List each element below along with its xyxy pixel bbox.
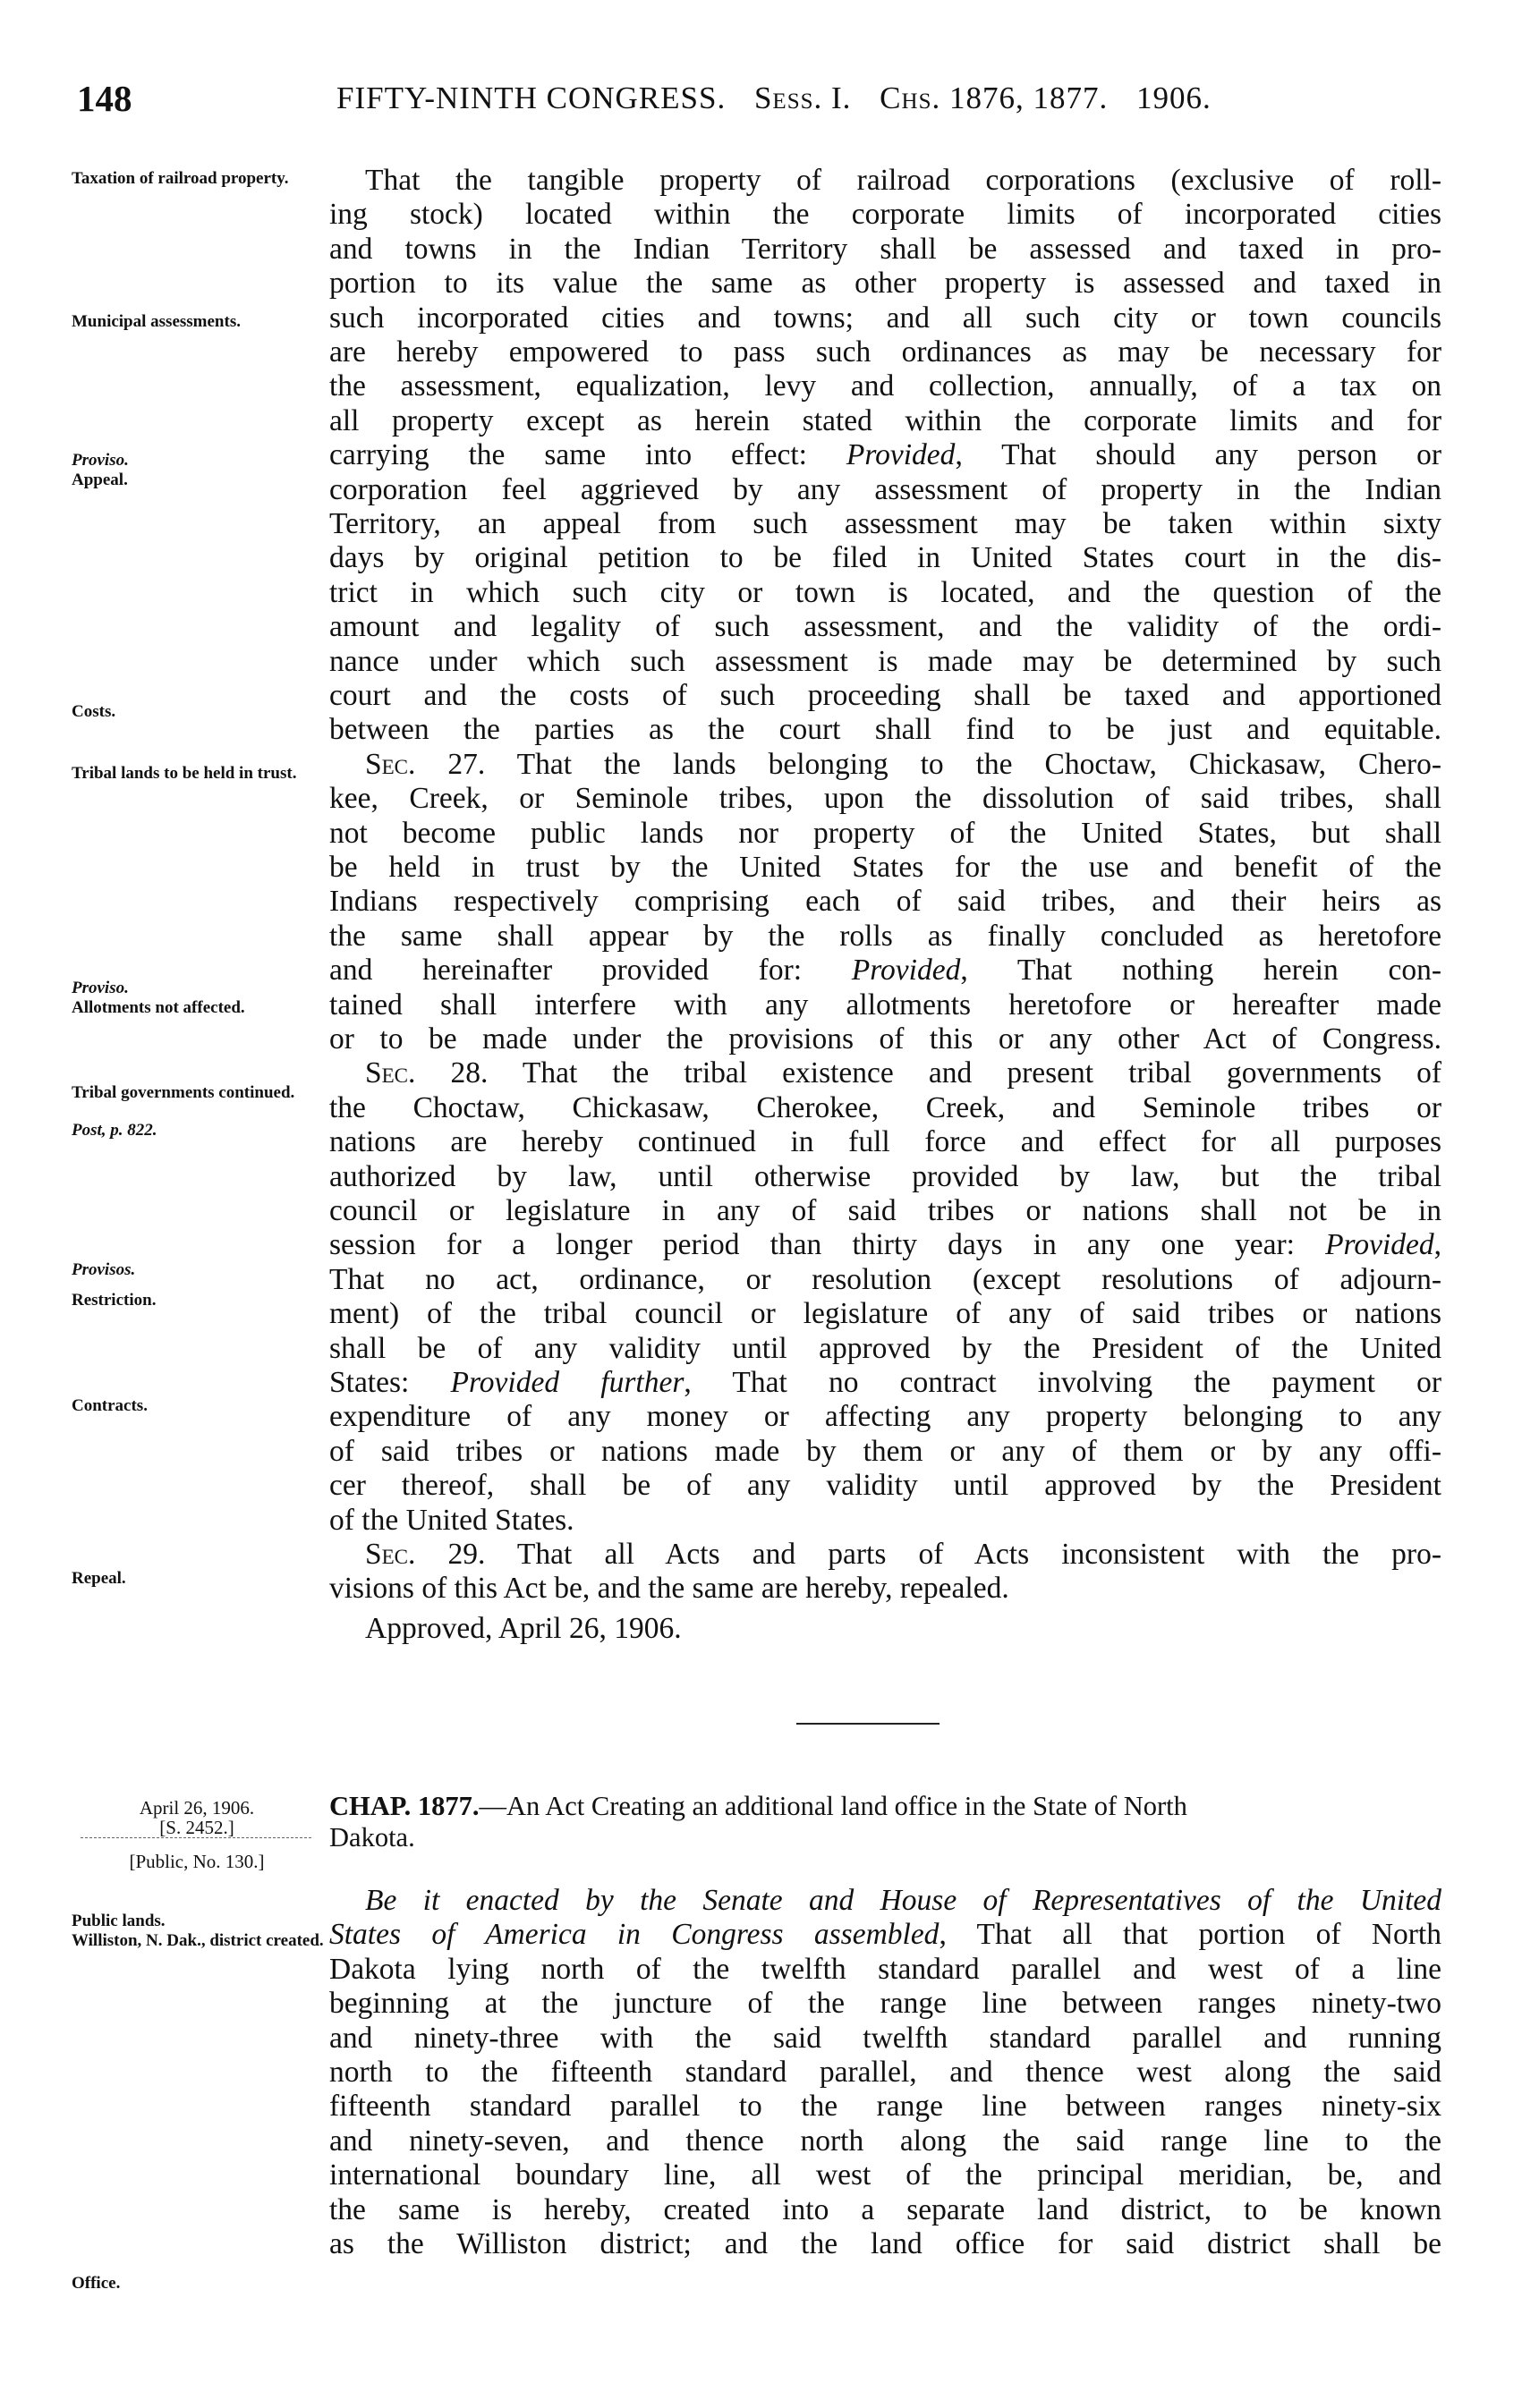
text-line: the same is hereby, created into a separate land district, to be known (329, 2192, 1441, 2226)
text-run: That the lands belonging to the Choctaw, Chickasaw, Chero- (485, 747, 1441, 781)
text-line: visions of this Act be, and the same are hereby, repealed. (329, 1572, 1009, 1606)
text-line: ment) of the tribal council or legislature of any of said tribes or nations (329, 1297, 1441, 1331)
chapter-title-cont: Dakota. (329, 1822, 415, 1853)
text-line: expenditure of any money or affecting any property belonging to any (329, 1400, 1441, 1434)
text-line: the Choctaw, Chickasaw, Cherokee, Creek, and Seminole tribes or (329, 1090, 1441, 1124)
text-line: international boundary line, all west of the principal meridian, be, and (329, 2158, 1441, 2192)
text-line: beginning at the juncture of the range line between ranges ninety-two (329, 1987, 1441, 2021)
text-line: That the tangible property of railroad corporations (exclusive of roll- (365, 164, 1441, 197)
text-line: as the Williston district; and the land office for said district shall be (329, 2227, 1441, 2260)
text-run: , (1433, 1228, 1441, 1262)
text-run: session for a longer period than thirty days in any one year: (329, 1228, 1326, 1262)
text-line (329, 748, 1441, 782)
text-line: and ninety-three with the said twelfth standard parallel and running (329, 2021, 1441, 2055)
proviso-term: Provided (1325, 1228, 1434, 1262)
text-run: , That all that portion of North (939, 1918, 1441, 1952)
docket-date: April 26, 1906. (139, 1797, 255, 1819)
margin-note: Public lands. (72, 1912, 166, 1930)
text-line (329, 1056, 1441, 1090)
text-line: Territory, an appeal from such assessment may be taken within sixty (329, 507, 1441, 540)
text-line: between the parties as the court shall find to be just and equitable. (329, 713, 1441, 747)
margin-note: Office. (72, 2274, 121, 2293)
text-line: nance under which such assessment is made may be determined by such (329, 644, 1441, 678)
text-line: not become public lands nor property of the United States, but shall (329, 816, 1441, 850)
margin-note: Tribal lands to be held in trust. (72, 764, 297, 783)
margin-note: Allotments not affected. (72, 998, 245, 1017)
text-run: That the tribal existence and present tribal governments of (488, 1056, 1441, 1090)
text-line: the assessment, equalization, levy and collection, annually, of a tax on (329, 369, 1441, 403)
margin-note: Contracts. (72, 1396, 148, 1415)
text-line: ing stock) located within the corporate limits of incorporated cities (329, 198, 1441, 232)
section-number: Sec. 27. (365, 747, 486, 781)
text-line: of the United States. (329, 1503, 574, 1537)
text-line: and towns in the Indian Territory shall be assessed and taxed in pro- (329, 232, 1441, 266)
text-line (329, 438, 1441, 472)
text-line: council or legislature in any of said tribes or nations shall not be in (329, 1194, 1441, 1227)
chapter-number: CHAP. 1877. (329, 1791, 480, 1821)
text-line (329, 1538, 1441, 1572)
margin-note: Post, p. 822. (72, 1121, 157, 1140)
text-line: north to the fifteenth standard parallel, and thence west along the said (329, 2056, 1441, 2089)
text-line (329, 1918, 1441, 1952)
margin-note: Proviso. (72, 979, 129, 997)
running-header (77, 77, 1445, 131)
text-line: Indians respectively comprising each of said tribes, and their heirs as (329, 885, 1441, 919)
text-run: , That should any person or (955, 438, 1441, 472)
margin-note: Costs. (72, 702, 116, 721)
text-line: Dakota lying north of the twelfth standard parallel and west of a line (329, 1952, 1441, 1986)
proviso-term: Provided (846, 438, 956, 472)
header-title (336, 81, 1231, 116)
text-line: court and the costs of such proceeding shall be taxed and apportioned (329, 679, 1441, 712)
text-run: , That nothing herein con- (960, 954, 1441, 988)
section-number: Sec. 28. (365, 1056, 489, 1090)
docket-public-number: [Public, No. 130.] (129, 1851, 265, 1872)
text-run: and hereinafter provided for: (329, 954, 852, 988)
text-line: nations are hereby continued in full force and effect for all purposes (329, 1125, 1441, 1159)
approval-line: Approved, April 26, 1906. (365, 1612, 682, 1645)
margin-note: Repeal. (72, 1569, 126, 1588)
text-line: days by original petition to be filed in United States court in the dis- (329, 541, 1441, 575)
docket-divider (81, 1837, 311, 1838)
text-line: be held in trust by the United States for the use and benefit of the (329, 851, 1441, 884)
margin-note: Williston, N. Dak., district created. (72, 1931, 324, 1950)
text-run: , That no contract involving the payment or (684, 1366, 1442, 1399)
header-session: Sess. I. (753, 81, 852, 115)
margin-note: Restriction. (72, 1291, 157, 1310)
text-line: shall be of any validity until approved by the President of the United (329, 1331, 1441, 1365)
text-run: States: (329, 1366, 451, 1399)
margin-note: Proviso. (72, 451, 129, 470)
margin-note: Provisos. (72, 1260, 136, 1279)
text-line: authorized by law, until otherwise provided by law, but the tribal (329, 1159, 1441, 1193)
text-line: all property except as herein stated within the corporate limits and for (329, 403, 1441, 437)
chapter-separator-rule (796, 1723, 940, 1725)
text-line: or to be made under the provisions of this or any other Act of Congress. (329, 1022, 1441, 1056)
text-line: the same shall appear by the rolls as finally concluded as heretofore (329, 919, 1441, 953)
header-congress: FIFTY-NINTH CONGRESS. (336, 81, 727, 115)
text-line: tained shall interfere with any allotments heretofore or hereafter made (329, 988, 1441, 1022)
proviso-term: Provided further (450, 1366, 684, 1399)
chapter-heading (329, 1789, 1441, 1823)
text-line: corporation feel aggrieved by any assessment of property in the Indian (329, 472, 1441, 506)
text-line (329, 954, 1441, 988)
page-number: 148 (77, 78, 132, 119)
text-line: amount and legality of such assessment, and the validity of the ordi- (329, 610, 1441, 644)
text-line: trict in which such city or town is located, and the question of the (329, 575, 1441, 609)
text-line: are hereby empowered to pass such ordinances as may be necessary for (329, 335, 1441, 369)
enacting-clause: Be it enacted by the Senate and House of Representatives of the United (365, 1884, 1441, 1917)
margin-note: Municipal assessments. (72, 312, 241, 331)
text-line: fifteenth standard parallel to the range line between ranges ninety-six (329, 2090, 1441, 2124)
text-line: cer thereof, shall be of any validity until approved by the President (329, 1469, 1441, 1503)
header-chapters: Chs. 1876, 1877. (880, 81, 1109, 115)
enacting-clause-cont: States of America in Congress assembled (329, 1918, 940, 1952)
text-line: such incorporated cities and towns; and all such city or town councils (329, 301, 1441, 335)
text-line (329, 1366, 1441, 1400)
text-run: carrying the same into effect: (329, 438, 846, 472)
docket-bill: [S. 2452.] (159, 1817, 234, 1838)
text-line: and ninety-seven, and thence north along the said range line to the (329, 2124, 1441, 2158)
header-year: 1906. (1135, 81, 1212, 115)
proviso-term: Provided (851, 954, 961, 988)
margin-note: Taxation of railroad property. (72, 169, 289, 188)
margin-note: Tribal governments continued. (72, 1083, 295, 1102)
text-line: portion to its value the same as other property is assessed and taxed in (329, 267, 1441, 301)
margin-note: Appeal. (72, 471, 128, 489)
text-line: kee, Creek, or Seminole tribes, upon the dissolution of said tribes, shall (329, 782, 1441, 816)
text-line: of said tribes or nations made by them or any of them or by any offi- (329, 1434, 1441, 1468)
section-number: Sec. 29. (365, 1538, 486, 1571)
text-line: That no act, ordinance, or resolution (except resolutions of adjourn- (329, 1262, 1441, 1296)
text-run: That all Acts and parts of Acts inconsistent with the pro- (485, 1538, 1441, 1571)
text-line (329, 1228, 1441, 1262)
chapter-title: —An Act Creating an additional land office in the State of North (479, 1791, 1187, 1821)
text-line (329, 2261, 1441, 2295)
